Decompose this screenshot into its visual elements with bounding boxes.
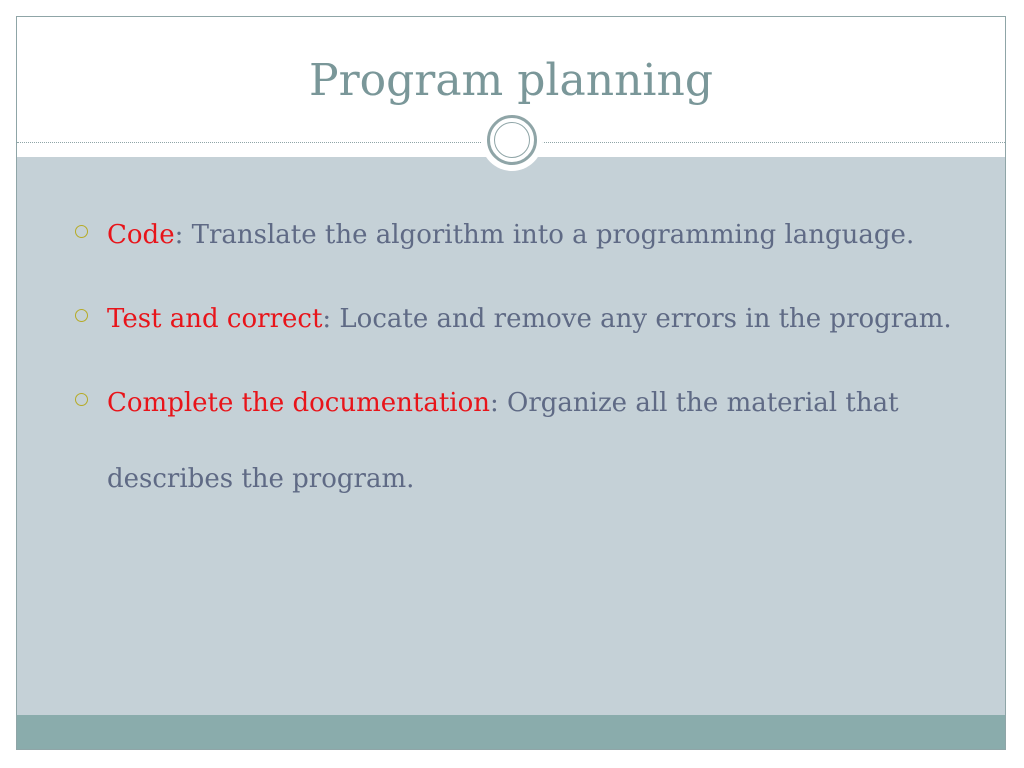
bullet-item-code [75, 197, 975, 273]
ring-outer [487, 115, 537, 165]
bullet-term: Complete the documentation [107, 388, 490, 418]
bullet-description: Translate the algorithm into a programming language. [183, 220, 915, 250]
bullet-item-test-and-correct [75, 281, 975, 357]
bullet-separator: : [174, 220, 184, 250]
bottom-bar [17, 715, 1005, 749]
slide [16, 16, 1006, 750]
hollow-circle-icon [75, 225, 88, 238]
double-ring-icon [481, 109, 543, 171]
bullet-description: Organize all the material that describes the program. [107, 388, 899, 494]
bullet-term: Test and correct [107, 304, 323, 334]
slide-title: Program planning [309, 55, 713, 106]
bullet-list [75, 197, 975, 525]
ring-inner [494, 122, 530, 158]
bullet-separator: : [322, 304, 332, 334]
bullet-item-complete-documentation [75, 365, 975, 517]
hollow-circle-icon [75, 393, 88, 406]
bullet-description: Locate and remove any errors in the program. [331, 304, 952, 334]
bullet-term: Code [107, 220, 175, 250]
hollow-circle-icon [75, 309, 88, 322]
bullet-separator: : [490, 388, 499, 418]
